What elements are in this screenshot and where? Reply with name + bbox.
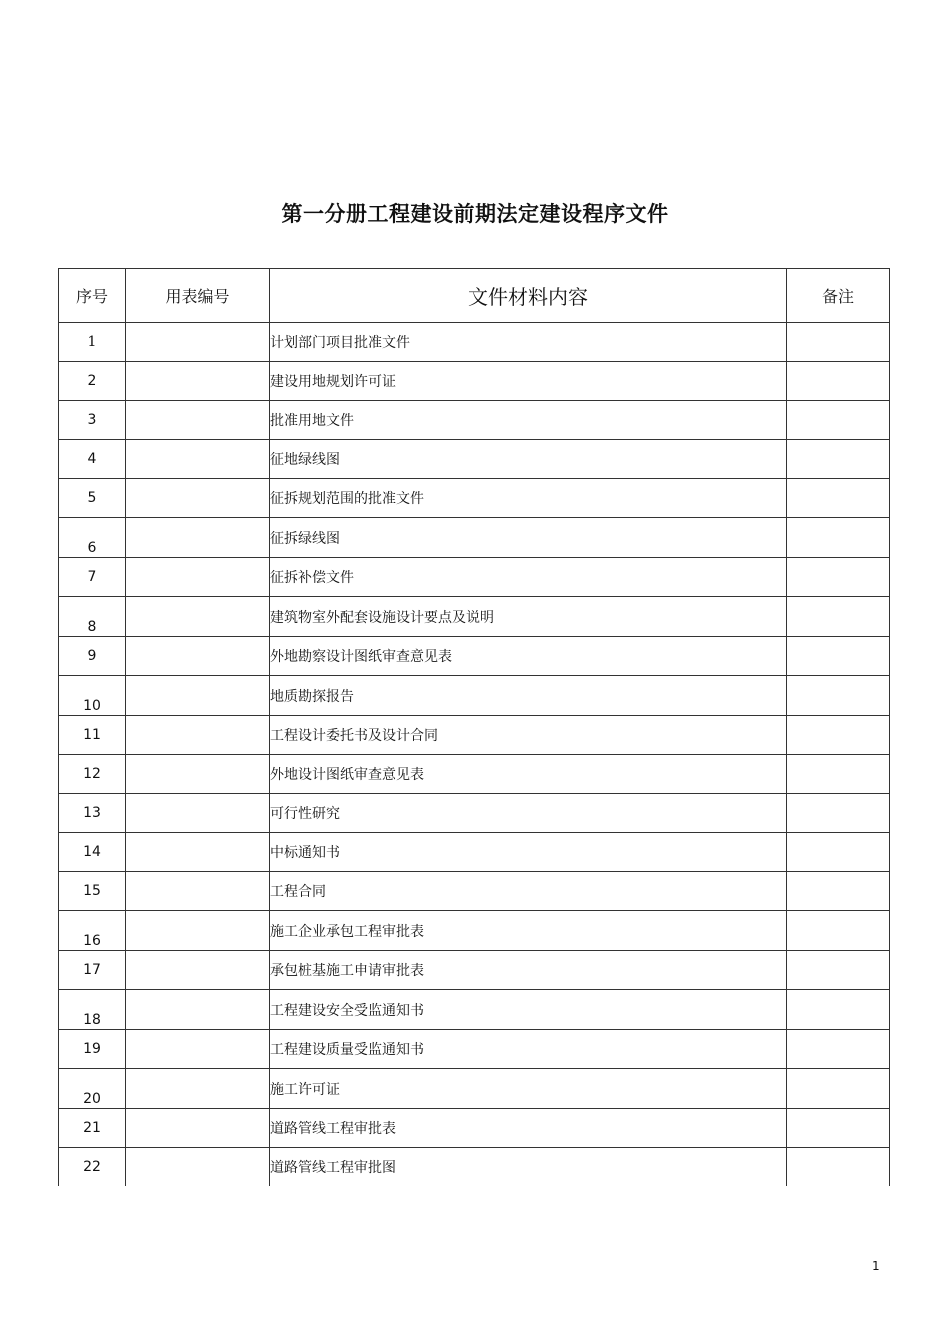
row-form-no — [126, 1109, 270, 1148]
row-content: 工程设计委托书及设计合同 — [270, 716, 787, 755]
row-remarks — [787, 676, 890, 716]
row-seq: 13 — [59, 794, 126, 833]
row-seq: 2 — [59, 362, 126, 401]
row-remarks — [787, 794, 890, 833]
row-form-no — [126, 440, 270, 479]
row-content: 外地勘察设计图纸审查意见表 — [270, 637, 787, 676]
row-remarks — [787, 1030, 890, 1069]
row-content: 征拆补偿文件 — [270, 558, 787, 597]
row-seq: 5 — [59, 479, 126, 518]
table-row — [59, 872, 890, 911]
table-row — [59, 1148, 890, 1187]
row-remarks — [787, 597, 890, 637]
row-form-no — [126, 1069, 270, 1109]
table-row — [59, 990, 890, 1030]
row-remarks — [787, 872, 890, 911]
row-seq: 8 — [59, 597, 126, 637]
row-form-no — [126, 401, 270, 440]
page-number: 1 — [872, 1259, 880, 1273]
row-form-no — [126, 794, 270, 833]
row-content: 道路管线工程审批图 — [270, 1148, 787, 1187]
row-seq: 1 — [59, 323, 126, 362]
row-seq: 18 — [59, 990, 126, 1030]
row-form-no — [126, 479, 270, 518]
row-remarks — [787, 1148, 890, 1187]
row-remarks — [787, 440, 890, 479]
row-content: 施工企业承包工程审批表 — [270, 911, 787, 951]
row-form-no — [126, 676, 270, 716]
table-row — [59, 1109, 890, 1148]
row-content: 工程合同 — [270, 872, 787, 911]
row-remarks — [787, 911, 890, 951]
row-form-no — [126, 833, 270, 872]
table-row — [59, 676, 890, 716]
header-seq: 序号 — [59, 269, 126, 323]
row-content: 征拆绿线图 — [270, 518, 787, 558]
row-remarks — [787, 558, 890, 597]
row-form-no — [126, 951, 270, 990]
table-row — [59, 755, 890, 794]
row-form-no — [126, 911, 270, 951]
row-seq: 19 — [59, 1030, 126, 1069]
row-content: 外地设计图纸审查意见表 — [270, 755, 787, 794]
table-row — [59, 440, 890, 479]
row-remarks — [787, 479, 890, 518]
row-remarks — [787, 951, 890, 990]
row-form-no — [126, 1030, 270, 1069]
document-table — [58, 268, 890, 1186]
table-row — [59, 323, 890, 362]
row-seq: 9 — [59, 637, 126, 676]
row-remarks — [787, 716, 890, 755]
row-seq: 16 — [59, 911, 126, 951]
row-remarks — [787, 401, 890, 440]
row-content: 承包桩基施工申请审批表 — [270, 951, 787, 990]
row-seq: 21 — [59, 1109, 126, 1148]
row-remarks — [787, 990, 890, 1030]
row-seq: 11 — [59, 716, 126, 755]
row-form-no — [126, 990, 270, 1030]
row-form-no — [126, 637, 270, 676]
row-form-no — [126, 872, 270, 911]
row-remarks — [787, 833, 890, 872]
row-seq: 4 — [59, 440, 126, 479]
row-form-no — [126, 755, 270, 794]
table-row — [59, 833, 890, 872]
row-seq: 10 — [59, 676, 126, 716]
row-seq: 17 — [59, 951, 126, 990]
row-content: 工程建设质量受监通知书 — [270, 1030, 787, 1069]
row-content: 地质勘探报告 — [270, 676, 787, 716]
row-form-no — [126, 1148, 270, 1187]
header-form-no: 用表编号 — [126, 269, 270, 323]
row-content: 征拆规划范围的批准文件 — [270, 479, 787, 518]
table-row — [59, 518, 890, 558]
row-remarks — [787, 362, 890, 401]
row-content: 建筑物室外配套设施设计要点及说明 — [270, 597, 787, 637]
row-seq: 6 — [59, 518, 126, 558]
row-form-no — [126, 518, 270, 558]
row-form-no — [126, 597, 270, 637]
table-row — [59, 1030, 890, 1069]
table-row — [59, 637, 890, 676]
row-seq: 20 — [59, 1069, 126, 1109]
table-row — [59, 794, 890, 833]
row-content: 道路管线工程审批表 — [270, 1109, 787, 1148]
row-content: 征地绿线图 — [270, 440, 787, 479]
row-content: 中标通知书 — [270, 833, 787, 872]
row-remarks — [787, 1109, 890, 1148]
header-content: 文件材料内容 — [270, 269, 787, 323]
row-content: 建设用地规划许可证 — [270, 362, 787, 401]
table-header-row — [59, 269, 890, 323]
header-remarks: 备注 — [787, 269, 890, 323]
row-seq: 14 — [59, 833, 126, 872]
table-row — [59, 597, 890, 637]
row-content: 施工许可证 — [270, 1069, 787, 1109]
document-title: 第一分册工程建设前期法定建设程序文件 — [281, 202, 669, 226]
table-row — [59, 558, 890, 597]
row-seq: 7 — [59, 558, 126, 597]
table-row — [59, 716, 890, 755]
row-remarks — [787, 1069, 890, 1109]
row-form-no — [126, 323, 270, 362]
row-content: 工程建设安全受监通知书 — [270, 990, 787, 1030]
table-row — [59, 362, 890, 401]
row-remarks — [787, 637, 890, 676]
row-content: 计划部门项目批准文件 — [270, 323, 787, 362]
row-remarks — [787, 755, 890, 794]
row-remarks — [787, 518, 890, 558]
row-content: 批准用地文件 — [270, 401, 787, 440]
row-form-no — [126, 558, 270, 597]
table-row — [59, 1069, 890, 1109]
row-seq: 15 — [59, 872, 126, 911]
table-row — [59, 951, 890, 990]
row-remarks — [787, 323, 890, 362]
table-row — [59, 479, 890, 518]
table-row — [59, 911, 890, 951]
row-form-no — [126, 362, 270, 401]
row-form-no — [126, 716, 270, 755]
table-row — [59, 401, 890, 440]
row-seq: 12 — [59, 755, 126, 794]
row-seq: 3 — [59, 401, 126, 440]
row-seq: 22 — [59, 1148, 126, 1187]
row-content: 可行性研究 — [270, 794, 787, 833]
